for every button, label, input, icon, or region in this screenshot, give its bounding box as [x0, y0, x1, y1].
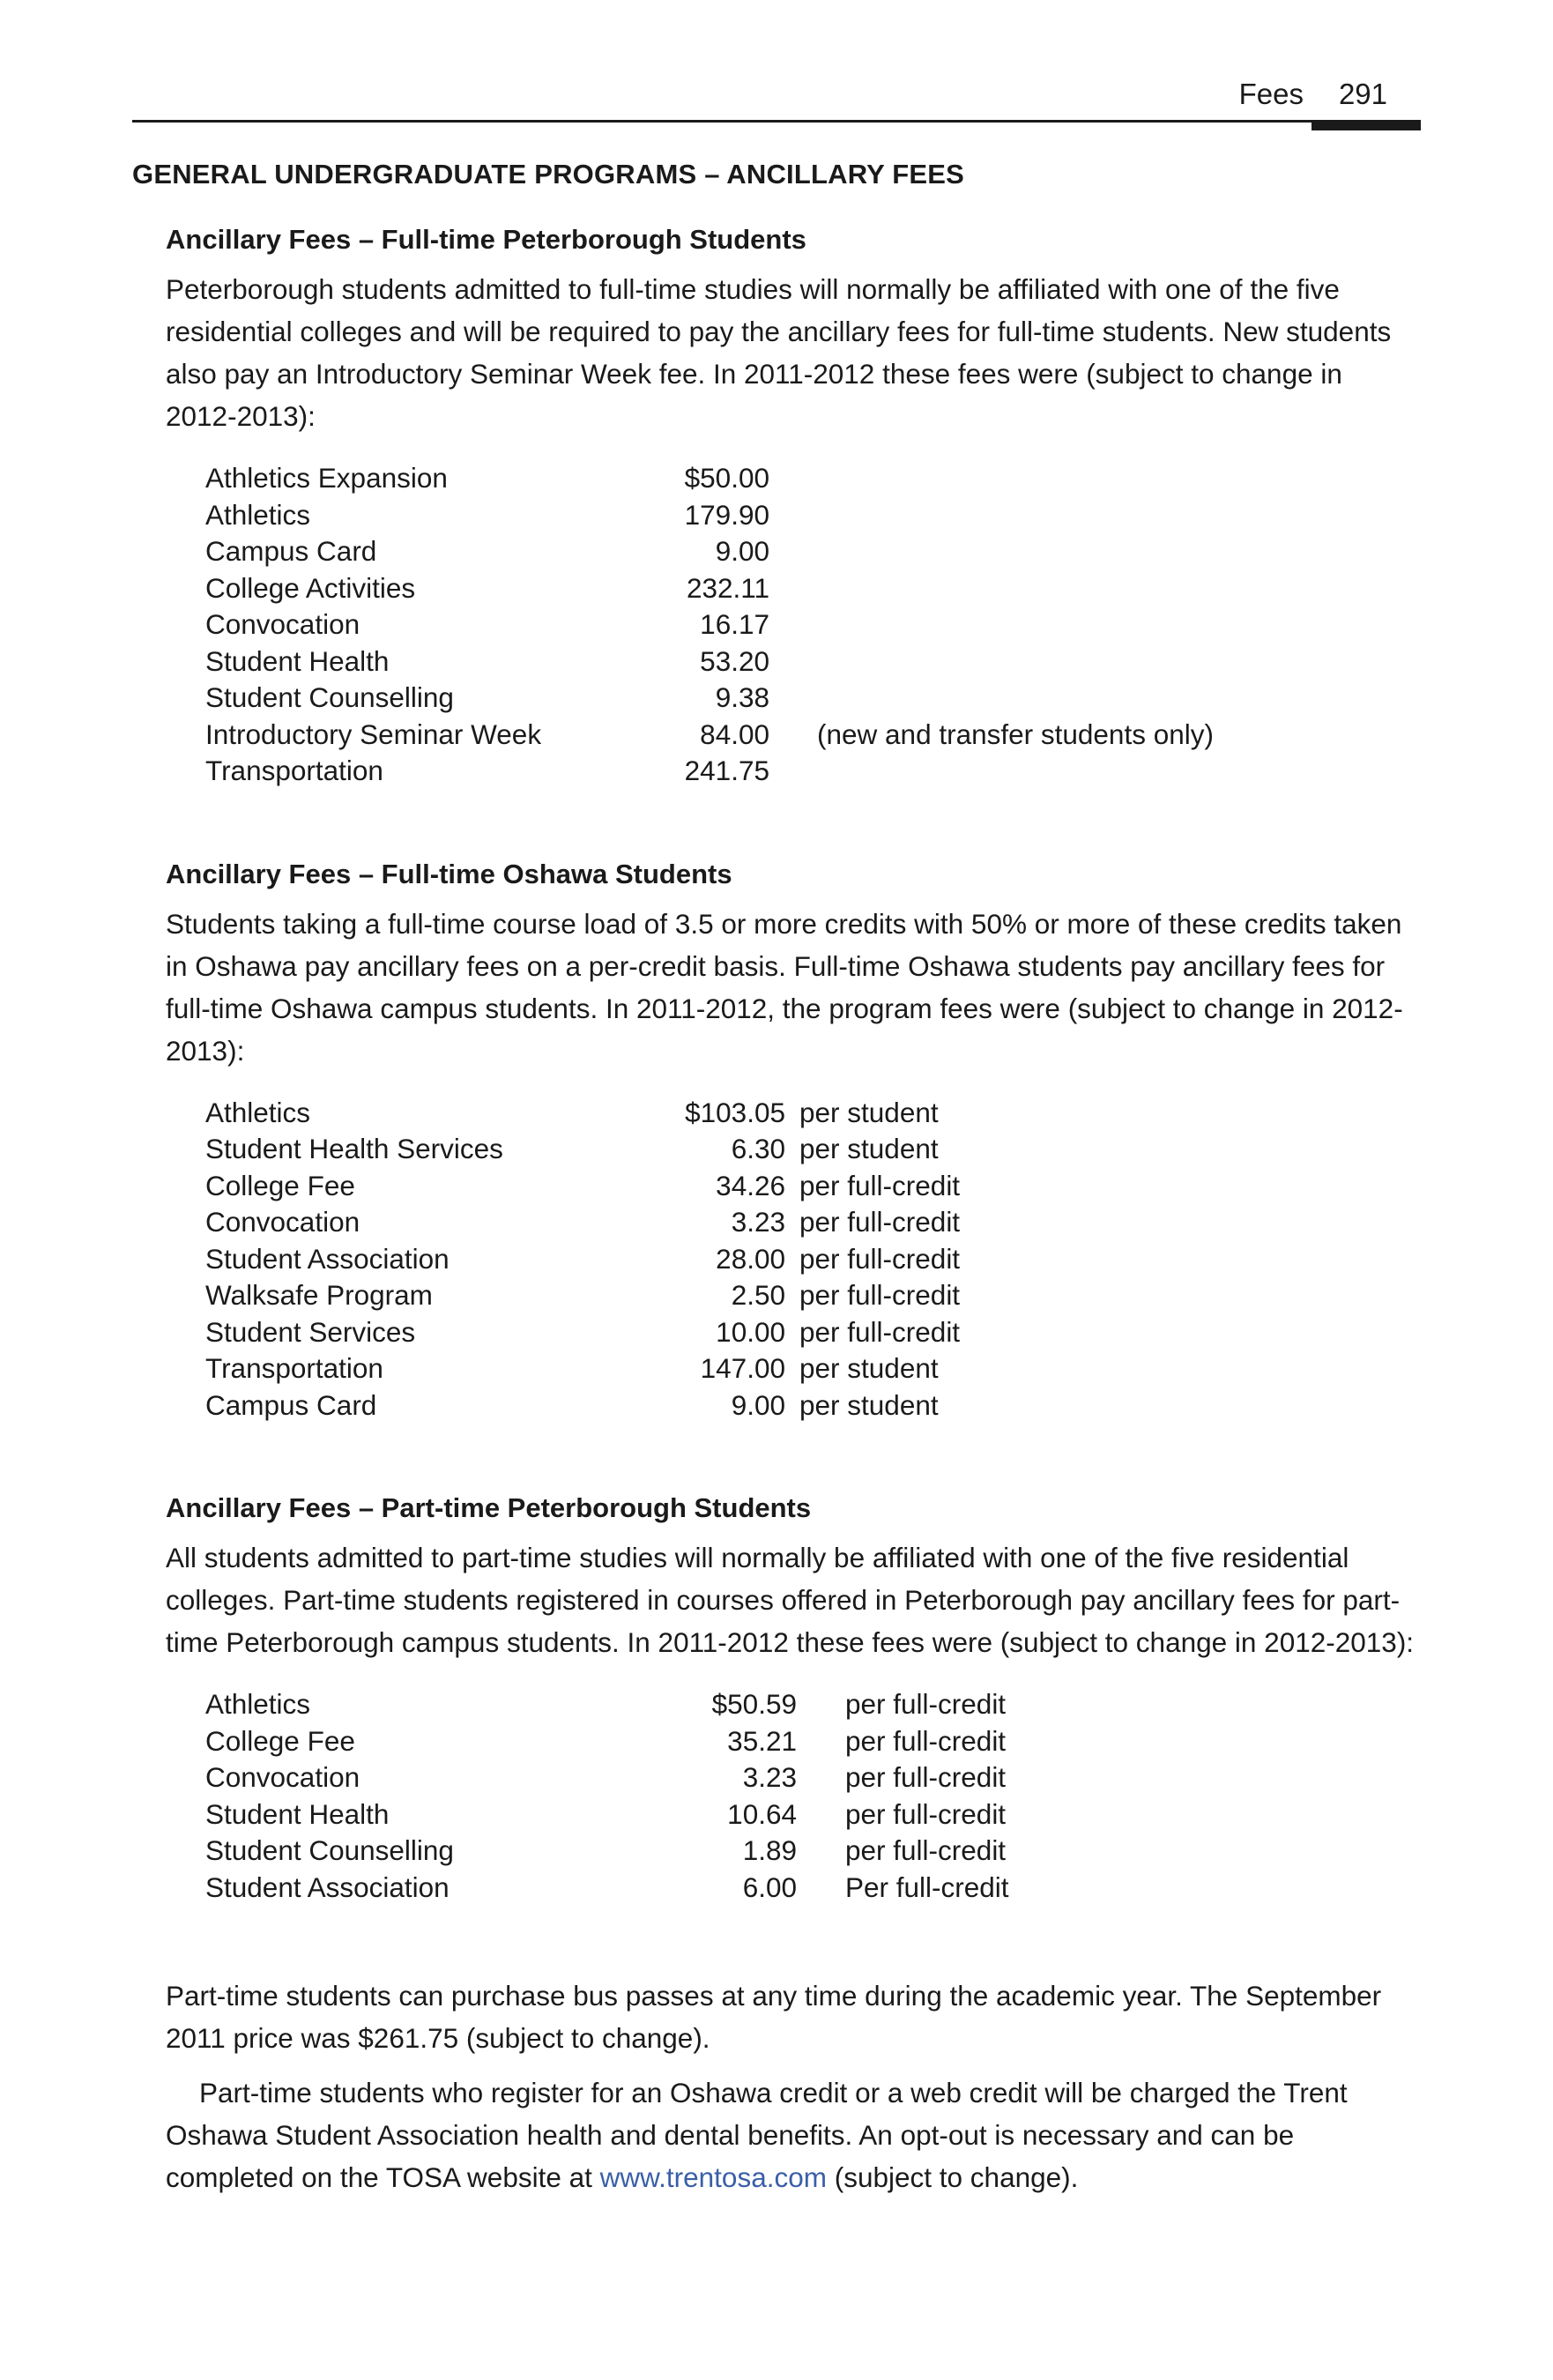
fee-amount: 10.00 [716, 1315, 785, 1348]
main-title: GENERAL UNDERGRADUATE PROGRAMS – ANCILLARY FEES [132, 159, 965, 190]
section-fulltime-oshawa [166, 859, 1421, 1493]
fee-amount: 9.00 [715, 535, 769, 567]
fee-row [205, 1204, 1421, 1241]
fee-name: Student Health [205, 1797, 390, 1830]
running-header-section: Fees [1238, 78, 1304, 110]
fee-row [205, 1686, 1421, 1723]
fee-row [205, 1314, 1421, 1351]
fee-amount: 53.20 [700, 644, 769, 677]
fee-name: Introductory Seminar Week [205, 718, 542, 750]
fee-unit: Per full-credit [845, 1871, 1009, 1903]
fee-name: Athletics [205, 1096, 311, 1128]
section-parttime-peterborough [166, 1492, 1421, 1975]
fee-row [205, 1870, 1421, 1907]
fee-row [205, 753, 1421, 790]
page-content [132, 159, 1421, 2211]
fee-unit: per student [799, 1388, 939, 1421]
fee-name: Transportation [205, 755, 383, 786]
fee-name: Convocation [205, 1206, 360, 1238]
fee-row [205, 717, 1421, 754]
fee-row [205, 1723, 1421, 1760]
fee-amount: 16.17 [700, 608, 769, 640]
bus-pass-paragraph: Part-time students can purchase bus passes at any time during the academic year. The September 2011 price was $261.75 (subject to change). [166, 1980, 1382, 2054]
fee-row [205, 680, 1421, 717]
fee-amount: 9.38 [715, 681, 769, 713]
section-title: Ancillary Fees – Full-time Peterborough Students [166, 224, 806, 255]
fee-amount: 6.30 [731, 1133, 785, 1164]
fee-amount: 147.00 [700, 1352, 785, 1384]
fee-name: Campus Card [205, 1388, 377, 1421]
fee-name: Student Counselling [205, 1834, 454, 1866]
fee-unit: per full-credit [845, 1834, 1007, 1866]
section-paragraph: Peterborough students admitted to full-time studies will normally be affiliated with one of the five residential colleges and will be required to pay the ancillary fees for full-time students. New students also pay an Introductory Seminar Week fee. In 2011-2012 these fees were (subject to change in 2012-2013): [166, 273, 1392, 432]
fee-amount: 232.11 [686, 571, 769, 604]
fee-table [205, 1095, 1421, 1424]
fee-row [205, 1350, 1421, 1387]
fee-amount: 10.64 [727, 1797, 797, 1830]
fee-amount: 35.21 [727, 1724, 797, 1757]
fee-amount: 1.89 [742, 1834, 797, 1866]
tosa-text-after: (subject to change). [826, 2161, 1079, 2193]
fee-name: Athletics [205, 498, 311, 531]
fee-unit: per full-credit [845, 1761, 1007, 1793]
fee-name: College Fee [205, 1724, 355, 1757]
fee-row [205, 460, 1421, 497]
fee-name: Transportation [205, 1352, 383, 1384]
section-fulltime-peterborough [166, 224, 1421, 859]
page-number: 291 [1338, 78, 1387, 110]
fee-row [205, 1387, 1421, 1424]
closing-notes [166, 1975, 1421, 2198]
fee-row [205, 1131, 1421, 1168]
fee-name: Walksafe Program [205, 1279, 433, 1311]
section-paragraph: All students admitted to part-time studies will normally be affiliated with one of the five residential colleges. Part-time students registered in courses offered in Peterborough pay ancillary fees for part-time Peterborough campus students. In 2011-2012 these fees were (subject to change in 2012-2013): [166, 1542, 1415, 1658]
fee-row [205, 606, 1421, 643]
fee-amount: 28.00 [716, 1242, 785, 1275]
fee-name: Student Services [205, 1315, 416, 1348]
page-header [132, 78, 1421, 123]
fee-unit: per student [799, 1352, 939, 1384]
fee-unit: per full-credit [845, 1688, 1007, 1720]
fee-amount: $50.00 [684, 462, 769, 494]
fee-name: Student Health [205, 644, 390, 677]
fee-amount: 6.00 [742, 1871, 797, 1903]
fee-amount: 2.50 [731, 1279, 785, 1311]
fee-row [205, 1241, 1421, 1278]
fee-row [205, 1277, 1421, 1314]
fee-note: (new and transfer students only) [817, 718, 1214, 750]
fee-name: Convocation [205, 608, 360, 640]
fee-unit: per full-credit [845, 1724, 1007, 1757]
fee-row [205, 1796, 1421, 1833]
fee-name: Student Counselling [205, 681, 454, 713]
fee-row [205, 1833, 1421, 1870]
fee-name: Athletics [205, 1688, 311, 1720]
tosa-text-before: Part-time students who register for an Oshawa credit or a web credit will be charged the Trent Oshawa Student Association health and dental benefits. An opt-out is necessary and can be completed on the TOSA website at [166, 2077, 1348, 2193]
section-paragraph: Students taking a full-time course load of 3.5 or more credits with 50% or more of these credits taken in Oshawa pay ancillary fees on a per-credit basis. Full-time Oshawa students pay ancillary fees for full-time Oshawa campus students. In 2011-2012, the program fees were (subject to change in 2012-2013): [166, 907, 1403, 1067]
fee-table [205, 460, 1421, 790]
fee-amount: 241.75 [684, 755, 769, 786]
fee-amount: $103.05 [685, 1096, 785, 1128]
fee-row [205, 497, 1421, 534]
fee-unit: per student [799, 1133, 939, 1164]
fee-name: Campus Card [205, 535, 377, 567]
fee-name: College Activities [205, 571, 416, 604]
section-spacer [166, 1424, 1421, 1492]
fee-amount: 3.23 [742, 1761, 797, 1793]
fee-unit: per full-credit [799, 1279, 961, 1311]
fee-unit: per full-credit [845, 1797, 1007, 1830]
fee-name: College Fee [205, 1169, 355, 1201]
fee-amount: $50.59 [711, 1688, 797, 1720]
fee-row [205, 643, 1421, 681]
fee-row [205, 533, 1421, 570]
fee-row [205, 1095, 1421, 1132]
fee-name: Student Health Services [205, 1133, 503, 1164]
fee-amount: 84.00 [700, 718, 769, 750]
tosa-paragraph [166, 2071, 1421, 2198]
fee-unit: per full-credit [799, 1315, 961, 1348]
section-title: Ancillary Fees – Part-time Peterborough Students [166, 1492, 812, 1523]
section-title: Ancillary Fees – Full-time Oshawa Students [166, 858, 732, 889]
fee-name: Student Association [205, 1871, 450, 1903]
header-tab-mark [1312, 120, 1421, 130]
fee-amount: 179.90 [684, 498, 769, 531]
fee-unit: per student [799, 1096, 939, 1128]
fee-name: Convocation [205, 1761, 360, 1793]
fee-unit: per full-credit [799, 1169, 961, 1201]
fee-name: Student Association [205, 1242, 450, 1275]
fee-unit: per full-credit [799, 1242, 961, 1275]
tosa-website-link[interactable]: www.trentosa.com [599, 2161, 827, 2193]
fee-unit: per full-credit [799, 1206, 961, 1238]
section-spacer [166, 790, 1421, 859]
fee-amount: 34.26 [716, 1169, 785, 1201]
header-rule [132, 120, 1421, 123]
fee-amount: 9.00 [731, 1388, 785, 1421]
fee-name: Athletics Expansion [205, 462, 448, 494]
fee-table [205, 1686, 1421, 1906]
section-spacer [166, 1906, 1421, 1975]
fee-row [205, 570, 1421, 607]
fee-row [205, 1168, 1421, 1205]
fee-row [205, 1759, 1421, 1796]
fee-amount: 3.23 [731, 1206, 785, 1238]
